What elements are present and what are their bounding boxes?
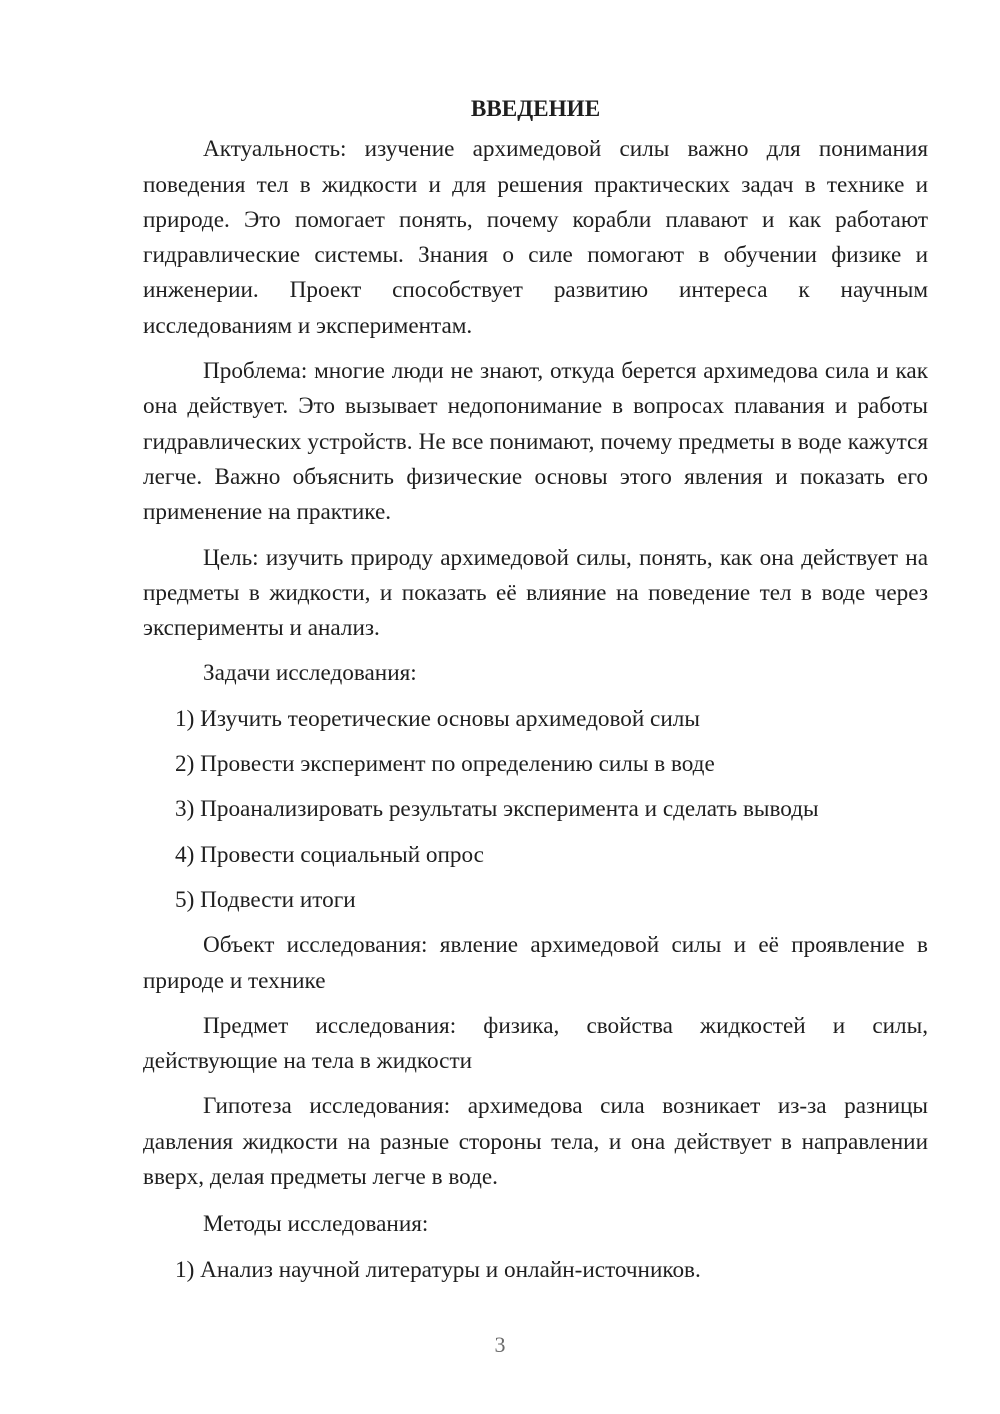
- subject-paragraph: Предмет исследования: физика, свойства жидкостей и силы, действующие на тела в жидкости: [143, 1012, 928, 1075]
- methods-heading: Методы исследования:: [203, 1211, 429, 1238]
- relevance-paragraph: Актуальность: изучение архимедовой силы важно для понимания поведения тел в жидкости и для решения практических задач в технике и природе. Это помогает понять, почему корабли плавают и как работают гидравлические системы. Знания о силе помогают в обучении физике и инженерии. Проект способствует развитию интереса к научным исследованиям и экспериментам.: [143, 136, 928, 339]
- page-number: 3: [494, 1332, 506, 1357]
- object-paragraph: Объект исследования: явление архимедовой силы и её проявление в природе и технике: [143, 932, 928, 994]
- tasks-heading: Задачи исследования:: [203, 660, 417, 687]
- task-item: 2) Провести эксперимент по определению силы в воде: [175, 751, 715, 778]
- task-item: 4) Провести социальный опрос: [175, 841, 484, 868]
- method-item: 1) Анализ научной литературы и онлайн-источников.: [175, 1256, 701, 1283]
- problem-paragraph: Проблема: многие люди не знают, откуда берется архимедова сила и как она действует. Это вызывает недопонимание в вопросах плавания и работы гидравлических устройств. Не все понимают, почему предметы в воде кажутся легче. Важно объяснить физические основы этого явления и показать его применение на практике.: [143, 358, 928, 526]
- hypothesis-paragraph: Гипотеза исследования: архимедова сила возникает из-за разницы давления жидкости на разные стороны тела, и она действует в направлении вверх, делая предметы легче в воде.: [143, 1093, 928, 1191]
- task-item: 1) Изучить теоретические основы архимедовой силы: [175, 705, 700, 732]
- document-body: [143, 92, 928, 1288]
- page-title: ВВЕДЕНИЕ: [470, 96, 601, 122]
- task-item: 5) Подвести итоги: [175, 886, 356, 913]
- task-item: 3) Проанализировать результаты эксперимента и сделать выводы: [175, 796, 819, 823]
- goal-paragraph: Цель: изучить природу архимедовой силы, понять, как она действует на предметы в жидкости, и показать её влияние на поведение тел в воде через эксперименты и анализ.: [143, 544, 928, 642]
